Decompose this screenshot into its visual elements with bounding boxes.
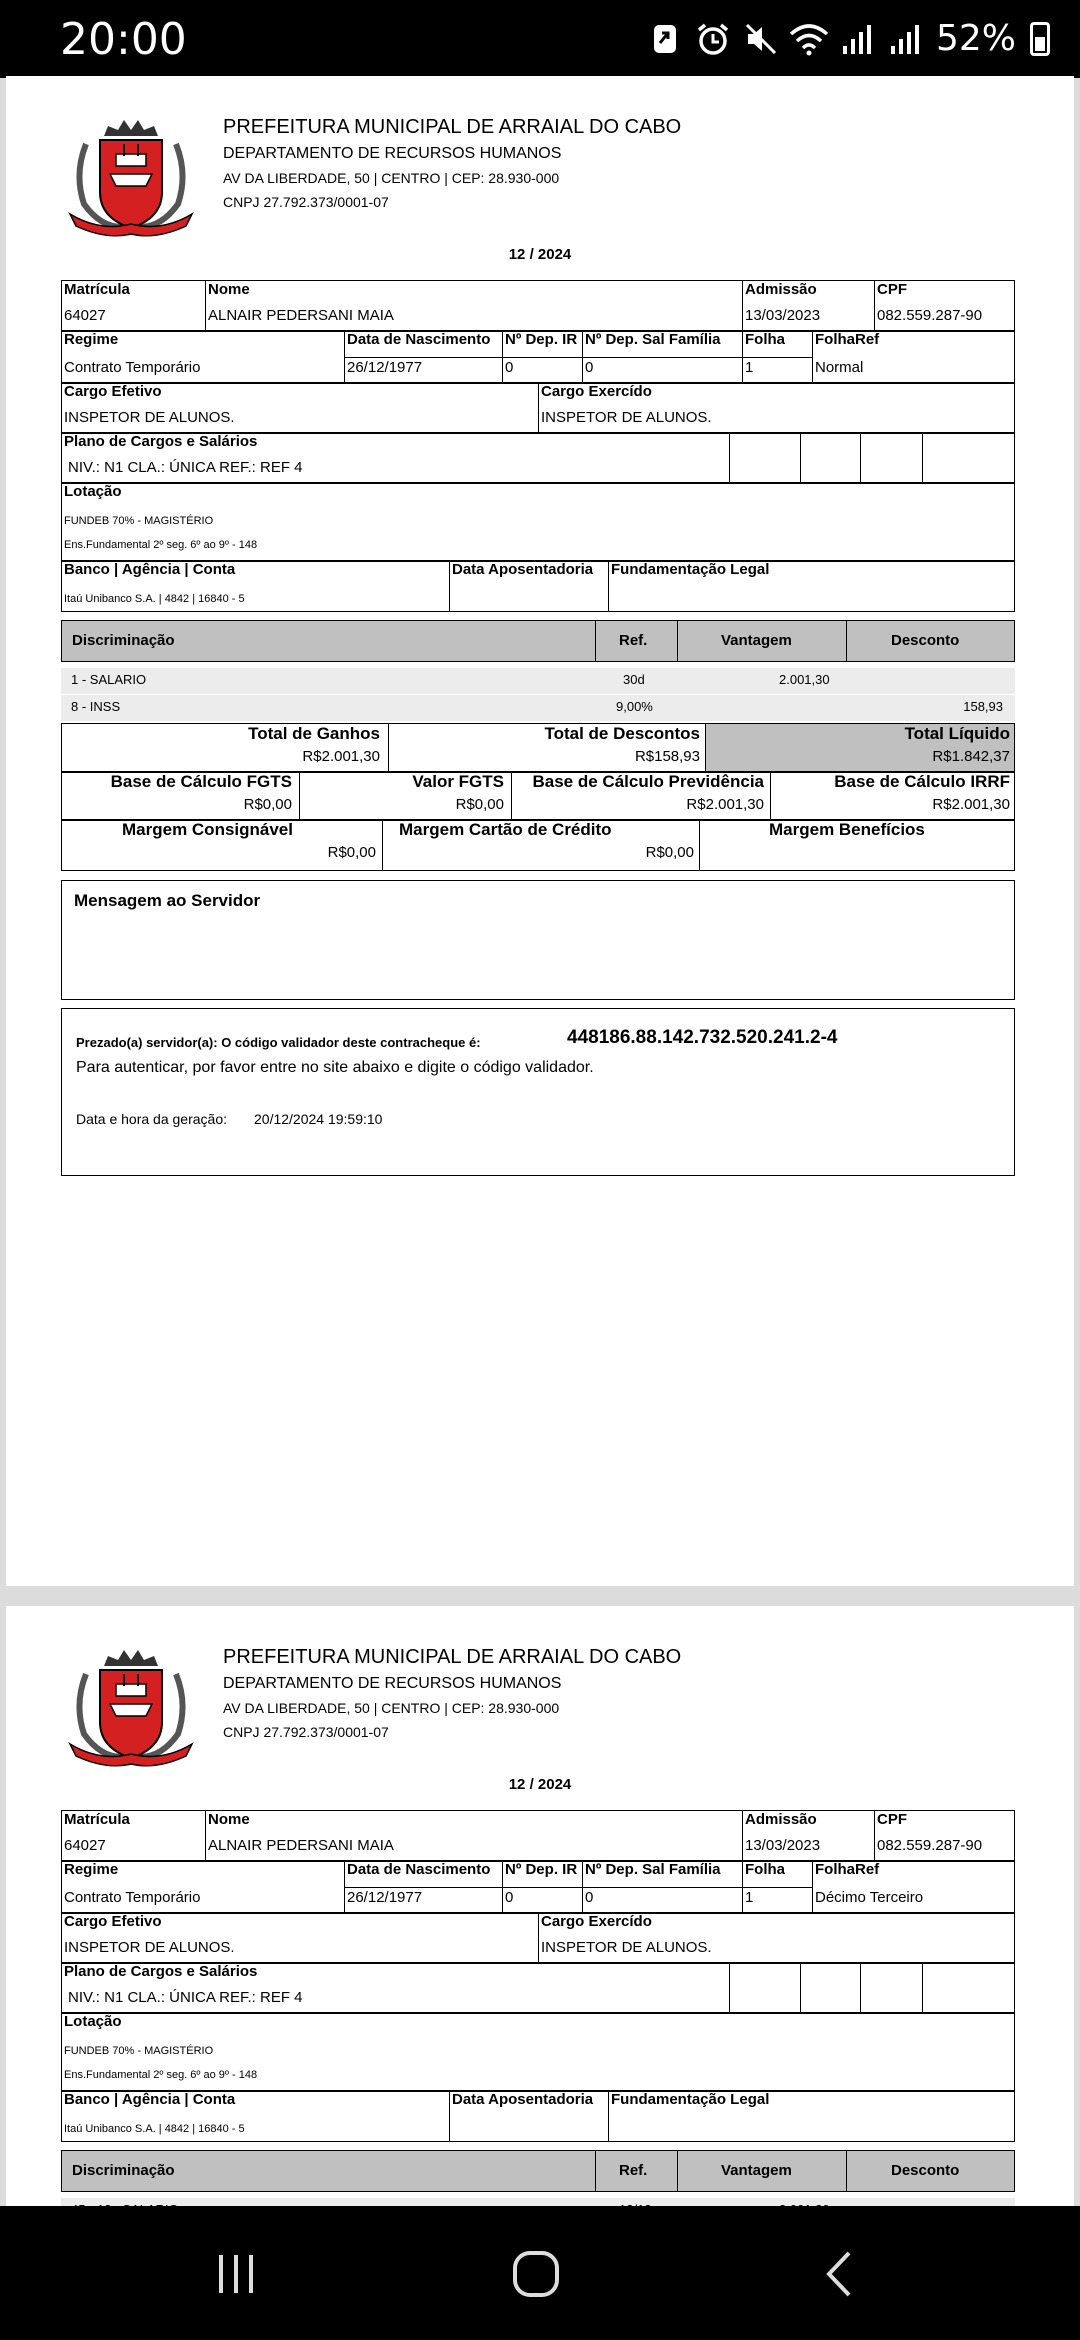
base-fgts-value: R$0,00: [243, 796, 292, 813]
desconto-label: Desconto: [891, 632, 960, 649]
row-ref: 30d: [623, 672, 645, 687]
margem-beneficios-label: Margem Benefícios: [769, 820, 925, 839]
margem-consignavel-label: Margem Consignável: [122, 820, 293, 839]
generation-label: Data e hora da geração:: [76, 1111, 227, 1127]
lotacao-value-1: FUNDEB 70% - MAGISTÉRIO: [64, 2045, 214, 2057]
org-name: PREFEITURA MUNICIPAL DE ARRAIAL DO CABO: [223, 116, 682, 138]
admissao-value: 13/03/2023: [745, 307, 821, 324]
folharef-value: Normal: [815, 359, 864, 376]
wifi-icon: [792, 21, 826, 57]
base-irrf-label: Base de Cálculo IRRF: [834, 772, 1010, 791]
auth-text: Para autenticar, por favor entre no site abaixo e digite o código validador.: [76, 1059, 594, 1076]
lotacao-value-2: Ens.Fundamental 2º seg. 6º ao 9º - 148: [64, 2069, 258, 2081]
lotacao-label: Lotação: [64, 483, 122, 500]
cpf-value: 082.559.287-90: [877, 1837, 983, 1854]
matricula-value: 64027: [64, 1837, 106, 1854]
row-desc: 1 - SALARIO: [71, 672, 147, 687]
battery-percent: 52%: [935, 18, 1016, 59]
dep-ir-label: Nº Dep. IR: [505, 331, 578, 348]
discriminacao-label: Discriminação: [72, 632, 175, 649]
total-liquido-label: Total Líquido: [904, 724, 1010, 743]
plano-label: Plano de Cargos e Salários: [64, 1963, 258, 1980]
discriminacao-header: [61, 620, 1015, 662]
nascimento-value: 26/12/1977: [347, 359, 423, 376]
folharef-label: FolhaRef: [815, 1861, 880, 1878]
coat-of-arms-logo: [64, 1644, 198, 1768]
aposentadoria-label: Data Aposentadoria: [452, 2091, 594, 2108]
matricula-label: Matrícula: [64, 281, 130, 298]
mute-icon: [744, 21, 778, 57]
nome-label: Nome: [208, 281, 250, 298]
margem-cartao-label: Margem Cartão de Crédito: [399, 820, 612, 839]
cargo-efetivo-value: INSPETOR DE ALUNOS.: [64, 1939, 235, 1956]
folha-value: 1: [745, 1889, 754, 1906]
base-previdencia-label: Base de Cálculo Previdência: [532, 772, 764, 791]
mensagem-box: [61, 880, 1015, 1000]
vantagem-label: Vantagem: [721, 632, 792, 649]
app-notification-icon: [648, 21, 682, 57]
total-ganhos-value: R$2.001,30: [302, 748, 380, 765]
nascimento-label: Data de Nascimento: [347, 1861, 491, 1878]
org-address: AV DA LIBERDADE, 50 | CENTRO | CEP: 28.930-000: [223, 170, 560, 186]
ref-label: Ref.: [619, 2162, 648, 2179]
cargo-efetivo-value: INSPETOR DE ALUNOS.: [64, 409, 235, 426]
cargo-exercido-label: Cargo Exercído: [541, 1913, 652, 1930]
total-liquido-value: R$1.842,37: [932, 748, 1010, 765]
folha-label: Folha: [745, 1861, 785, 1878]
admissao-label: Admissão: [745, 1811, 817, 1828]
dep-sal-value: 0: [585, 1889, 594, 1906]
signal-icon: [840, 21, 874, 57]
status-time: 20:00: [60, 14, 187, 65]
nascimento-value: 26/12/1977: [347, 1889, 423, 1906]
cargo-exercido-value: INSPETOR DE ALUNOS.: [541, 1939, 712, 1956]
table-row: [61, 668, 1015, 694]
row-desconto: 158,93: [963, 699, 1003, 714]
dep-sal-value: 0: [585, 359, 594, 376]
lotacao-value-1: FUNDEB 70% - MAGISTÉRIO: [64, 515, 214, 527]
banco-value: Itaú Unibanco S.A. | 4842 | 16840 - 5: [64, 593, 245, 605]
payslip-page-normal: [6, 76, 1074, 1586]
coat-of-arms-logo: [64, 114, 198, 238]
generation-value: 20/12/2024 19:59:10: [254, 1111, 383, 1127]
regime-label: Regime: [64, 1861, 119, 1878]
plano-label: Plano de Cargos e Salários: [64, 433, 258, 450]
back-button[interactable]: [800, 2246, 880, 2302]
recent-apps-icon: [211, 2249, 261, 2299]
cargo-efetivo-label: Cargo Efetivo: [64, 1913, 162, 1930]
valor-fgts-value: R$0,00: [455, 796, 504, 813]
validator-box: [61, 1008, 1015, 1176]
folha-value: 1: [745, 359, 754, 376]
dept-name: DEPARTAMENTO DE RECURSOS HUMANOS: [223, 1675, 562, 1692]
validator-code: 448186.88.142.732.520.241.2-4: [567, 1027, 838, 1048]
folha-label: Folha: [745, 331, 785, 348]
margem-cartao-value: R$0,00: [645, 844, 694, 861]
dep-ir-label: Nº Dep. IR: [505, 1861, 578, 1878]
plano-value: NIV.: N1 CLA.: ÚNICA REF.: REF 4: [68, 1989, 303, 2006]
regime-label: Regime: [64, 331, 119, 348]
mensagem-label: Mensagem ao Servidor: [74, 891, 261, 910]
header: [64, 1644, 1024, 1774]
base-fgts-label: Base de Cálculo FGTS: [110, 772, 292, 791]
battery-icon: [1030, 22, 1050, 56]
dep-sal-label: Nº Dep. Sal Família: [585, 1861, 721, 1878]
regime-value: Contrato Temporário: [64, 1889, 201, 1906]
nome-label: Nome: [208, 1811, 250, 1828]
row-desc: 8 - INSS: [71, 699, 121, 714]
banco-label: Banco | Agência | Conta: [64, 2091, 236, 2108]
nascimento-label: Data de Nascimento: [347, 331, 491, 348]
valor-fgts-label: Valor FGTS: [412, 772, 504, 791]
home-button[interactable]: [496, 2246, 576, 2302]
nome-value: ALNAIR PEDERSANI MAIA: [208, 1837, 394, 1854]
total-descontos-value: R$158,93: [634, 748, 700, 765]
org-cnpj: CNPJ 27.792.373/0001-07: [223, 1724, 389, 1740]
navigation-bar: [0, 2206, 1080, 2340]
dep-ir-value: 0: [505, 1889, 514, 1906]
home-icon: [511, 2249, 561, 2299]
period: 12 / 2024: [508, 1776, 572, 1793]
nome-value: ALNAIR PEDERSANI MAIA: [208, 307, 394, 324]
recent-apps-button[interactable]: [196, 2246, 276, 2302]
banco-label: Banco | Agência | Conta: [64, 561, 236, 578]
folharef-value: Décimo Terceiro: [815, 1889, 924, 1906]
plano-value: NIV.: N1 CLA.: ÚNICA REF.: REF 4: [68, 459, 303, 476]
header: [64, 114, 1024, 244]
total-ganhos-label: Total de Ganhos: [248, 724, 380, 743]
discriminacao-header: [61, 2150, 1015, 2192]
desconto-label: Desconto: [891, 2162, 960, 2179]
row-ref: 9,00%: [616, 699, 653, 714]
folharef-label: FolhaRef: [815, 331, 880, 348]
total-descontos-label: Total de Descontos: [544, 724, 700, 743]
lotacao-label: Lotação: [64, 2013, 122, 2030]
validator-label: Prezado(a) servidor(a): O código validador deste contracheque é:: [76, 1035, 481, 1050]
margens-row: [61, 819, 1015, 871]
cargo-exercido-value: INSPETOR DE ALUNOS.: [541, 409, 712, 426]
dep-sal-label: Nº Dep. Sal Família: [585, 331, 721, 348]
admissao-label: Admissão: [745, 281, 817, 298]
status-icons: [648, 18, 1050, 59]
matricula-label: Matrícula: [64, 1811, 130, 1828]
regime-value: Contrato Temporário: [64, 359, 201, 376]
cpf-label: CPF: [877, 281, 907, 298]
bases-row: [61, 771, 1015, 821]
org-address: AV DA LIBERDADE, 50 | CENTRO | CEP: 28.930-000: [223, 1700, 560, 1716]
fundamentacao-label: Fundamentação Legal: [611, 2091, 770, 2108]
payslip-page-13th: [6, 1606, 1074, 2206]
table-row: [61, 695, 1015, 721]
back-icon: [815, 2249, 865, 2299]
ref-label: Ref.: [619, 632, 648, 649]
row-vantagem: 2.001,30: [779, 672, 830, 687]
aposentadoria-label: Data Aposentadoria: [452, 561, 594, 578]
base-irrf-value: R$2.001,30: [932, 796, 1010, 813]
matricula-value: 64027: [64, 307, 106, 324]
cargo-exercido-label: Cargo Exercído: [541, 383, 652, 400]
vantagem-label: Vantagem: [721, 2162, 792, 2179]
banco-value: Itaú Unibanco S.A. | 4842 | 16840 - 5: [64, 2123, 245, 2135]
discriminacao-label: Discriminação: [72, 2162, 175, 2179]
lotacao-value-2: Ens.Fundamental 2º seg. 6º ao 9º - 148: [64, 539, 258, 551]
margem-consignavel-value: R$0,00: [327, 844, 376, 861]
status-bar: [0, 0, 1080, 78]
org-name: PREFEITURA MUNICIPAL DE ARRAIAL DO CABO: [223, 1646, 682, 1668]
cargo-efetivo-label: Cargo Efetivo: [64, 383, 162, 400]
period: 12 / 2024: [508, 246, 572, 263]
fundamentacao-label: Fundamentação Legal: [611, 561, 770, 578]
alarm-icon: [696, 21, 730, 57]
cpf-label: CPF: [877, 1811, 907, 1828]
totals-row: [61, 723, 1015, 773]
dept-name: DEPARTAMENTO DE RECURSOS HUMANOS: [223, 145, 562, 162]
dep-ir-value: 0: [505, 359, 514, 376]
base-previdencia-value: R$2.001,30: [686, 796, 764, 813]
cpf-value: 082.559.287-90: [877, 307, 983, 324]
org-cnpj: CNPJ 27.792.373/0001-07: [223, 194, 389, 210]
admissao-value: 13/03/2023: [745, 1837, 821, 1854]
signal-icon-2: [888, 21, 922, 57]
